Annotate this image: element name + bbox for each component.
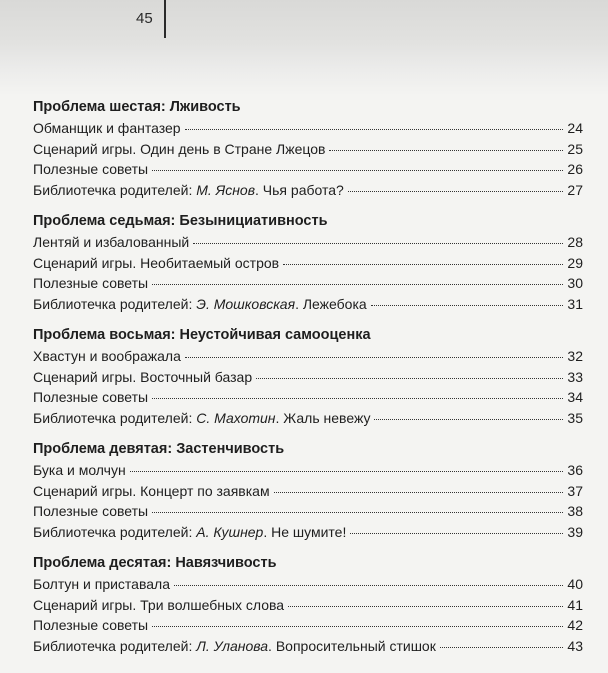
entry-page-number: 34 bbox=[567, 389, 583, 405]
entry-page-number: 25 bbox=[567, 140, 583, 157]
entry-title-text: Полезные советы bbox=[33, 503, 149, 519]
entry-title-text: Сценарий игры. Восточный базар bbox=[33, 368, 253, 385]
entry-author: С. Махотин bbox=[196, 409, 276, 426]
entry-page-number: 33 bbox=[567, 368, 583, 385]
entry-label bbox=[33, 273, 148, 294]
toc-entry[interactable] bbox=[33, 522, 583, 543]
section-title: Проблема восьмая: Неустойчивая самооценка bbox=[33, 327, 371, 343]
toc-entry[interactable] bbox=[33, 408, 583, 429]
toc-entry[interactable] bbox=[33, 253, 583, 274]
entry-page-number: 36 bbox=[567, 462, 583, 478]
entry-page-number: 32 bbox=[567, 348, 583, 364]
entry-page-number: 31 bbox=[567, 295, 583, 312]
entry-title-text: Хвастун и воображала bbox=[33, 348, 181, 364]
toc-entry[interactable] bbox=[33, 346, 583, 367]
toc-entry[interactable] bbox=[33, 294, 583, 315]
toc-entry[interactable] bbox=[33, 118, 583, 139]
entry-page-number: 38 bbox=[567, 503, 583, 519]
dot-leader bbox=[152, 626, 563, 627]
entry-label bbox=[33, 294, 367, 315]
entry-page-number: 42 bbox=[567, 617, 583, 633]
dot-leader bbox=[174, 585, 563, 586]
entry-title-text: Обманщик и фантазер bbox=[33, 120, 181, 136]
toc-entry[interactable] bbox=[33, 159, 583, 180]
entry-label bbox=[33, 636, 436, 657]
toc-entry[interactable] bbox=[33, 273, 583, 294]
dot-leader bbox=[152, 398, 563, 399]
entry-label bbox=[33, 180, 344, 201]
dot-leader bbox=[130, 471, 563, 472]
entry-label bbox=[33, 232, 189, 253]
entry-label bbox=[33, 501, 148, 522]
entry-title-text: Сценарий игры. Необитаемый остров bbox=[33, 254, 280, 271]
dot-leader bbox=[185, 129, 563, 130]
entry-label bbox=[33, 408, 370, 429]
entry-title-text: Полезные советы bbox=[33, 161, 149, 177]
dot-leader bbox=[329, 150, 563, 151]
entry-title-text: Сценарий игры. Три волшебных слова bbox=[33, 596, 285, 613]
entry-author: Э. Мошковская bbox=[196, 295, 296, 312]
dot-leader bbox=[440, 647, 563, 648]
entry-title-text: Библиотечка родителей: bbox=[33, 181, 197, 198]
dot-leader bbox=[152, 284, 563, 285]
entry-author: А. Кушнер bbox=[196, 523, 264, 540]
toc-section bbox=[33, 96, 583, 200]
dot-leader bbox=[288, 606, 563, 607]
entry-title-text: Библиотечка родителей: bbox=[33, 295, 197, 312]
entry-title-text: Бука и молчун bbox=[33, 462, 126, 478]
entry-label bbox=[33, 346, 181, 367]
toc-entry[interactable] bbox=[33, 574, 583, 595]
entry-page-number: 43 bbox=[567, 637, 583, 654]
entry-label bbox=[33, 387, 148, 408]
entry-title-text: Библиотечка родителей: bbox=[33, 523, 197, 540]
entry-title-text: Полезные советы bbox=[33, 617, 149, 633]
entry-label bbox=[33, 367, 252, 388]
entry-label bbox=[33, 118, 181, 139]
entry-page-number: 26 bbox=[567, 161, 583, 177]
section-title: Проблема десятая: Навязчивость bbox=[33, 555, 277, 571]
section-title: Проблема шестая: Лживость bbox=[33, 99, 241, 115]
entry-label bbox=[33, 139, 325, 160]
entry-label bbox=[33, 522, 346, 543]
entry-title-text: Полезные советы bbox=[33, 389, 149, 405]
entry-title-text: Лентяй и избалованный bbox=[33, 234, 190, 250]
entry-title-suffix: . Лежебока bbox=[295, 295, 367, 312]
dot-leader bbox=[350, 533, 563, 534]
toc-entry[interactable] bbox=[33, 636, 583, 657]
entry-label bbox=[33, 574, 170, 595]
entry-title-suffix: . Вопросительный стишок bbox=[268, 637, 436, 654]
dot-leader bbox=[283, 264, 563, 265]
entry-page-number: 41 bbox=[567, 596, 583, 613]
dot-leader bbox=[193, 243, 563, 244]
entry-title-text: Сценарий игры. Концерт по заявкам bbox=[33, 482, 270, 499]
entry-title-text: Библиотечка родителей: bbox=[33, 409, 197, 426]
entry-page-number: 28 bbox=[567, 234, 583, 250]
toc-entry[interactable] bbox=[33, 367, 583, 388]
header-divider bbox=[164, 0, 166, 38]
dot-leader bbox=[371, 305, 563, 306]
section-title: Проблема девятая: Застенчивость bbox=[33, 441, 285, 457]
dot-leader bbox=[185, 357, 563, 358]
dot-leader bbox=[374, 419, 563, 420]
entry-page-number: 29 bbox=[567, 254, 583, 271]
section-title: Проблема седьмая: Безынициативность bbox=[33, 213, 328, 229]
entry-label bbox=[33, 595, 284, 616]
entry-page-number: 40 bbox=[567, 576, 583, 592]
entry-author: М. Яснов bbox=[196, 181, 256, 198]
toc-section bbox=[33, 210, 583, 314]
toc-section bbox=[33, 324, 583, 428]
dot-leader bbox=[256, 378, 563, 379]
entry-author: Л. Уланова bbox=[196, 637, 269, 654]
entry-title-text: Полезные советы bbox=[33, 275, 149, 291]
entry-title-suffix: . Чья работа? bbox=[255, 181, 344, 198]
entry-title-text: Сценарий игры. Один день в Стране Лжецов bbox=[33, 140, 326, 157]
entry-title-text: Библиотечка родителей: bbox=[33, 637, 197, 654]
entry-page-number: 30 bbox=[567, 275, 583, 291]
table-of-contents bbox=[33, 96, 583, 666]
entry-title-text: Болтун и приставала bbox=[33, 576, 170, 592]
toc-entry[interactable] bbox=[33, 460, 583, 481]
entry-label bbox=[33, 253, 279, 274]
toc-entry[interactable] bbox=[33, 387, 583, 408]
toc-entry[interactable] bbox=[33, 232, 583, 253]
entry-label bbox=[33, 481, 270, 502]
entry-page-number: 37 bbox=[567, 482, 583, 499]
toc-entry[interactable] bbox=[33, 481, 583, 502]
toc-entry[interactable] bbox=[33, 501, 583, 522]
entry-page-number: 24 bbox=[567, 120, 583, 136]
toc-section bbox=[33, 552, 583, 656]
entry-label bbox=[33, 460, 126, 481]
entry-page-number: 35 bbox=[567, 409, 583, 426]
dot-leader bbox=[152, 170, 563, 171]
entry-label bbox=[33, 159, 148, 180]
page-number: 45 bbox=[136, 10, 153, 27]
entry-title-suffix: . Жаль невежу bbox=[275, 409, 371, 426]
toc-entry[interactable] bbox=[33, 180, 583, 201]
dot-leader bbox=[348, 191, 563, 192]
toc-section bbox=[33, 438, 583, 542]
dot-leader bbox=[274, 492, 563, 493]
entry-page-number: 27 bbox=[567, 181, 583, 198]
entry-title-suffix: . Не шумите! bbox=[263, 523, 347, 540]
page-top-shadow bbox=[0, 0, 608, 96]
entry-page-number: 39 bbox=[567, 523, 583, 540]
toc-entry[interactable] bbox=[33, 615, 583, 636]
dot-leader bbox=[152, 512, 563, 513]
toc-entry[interactable] bbox=[33, 139, 583, 160]
toc-entry[interactable] bbox=[33, 595, 583, 616]
entry-label bbox=[33, 615, 148, 636]
